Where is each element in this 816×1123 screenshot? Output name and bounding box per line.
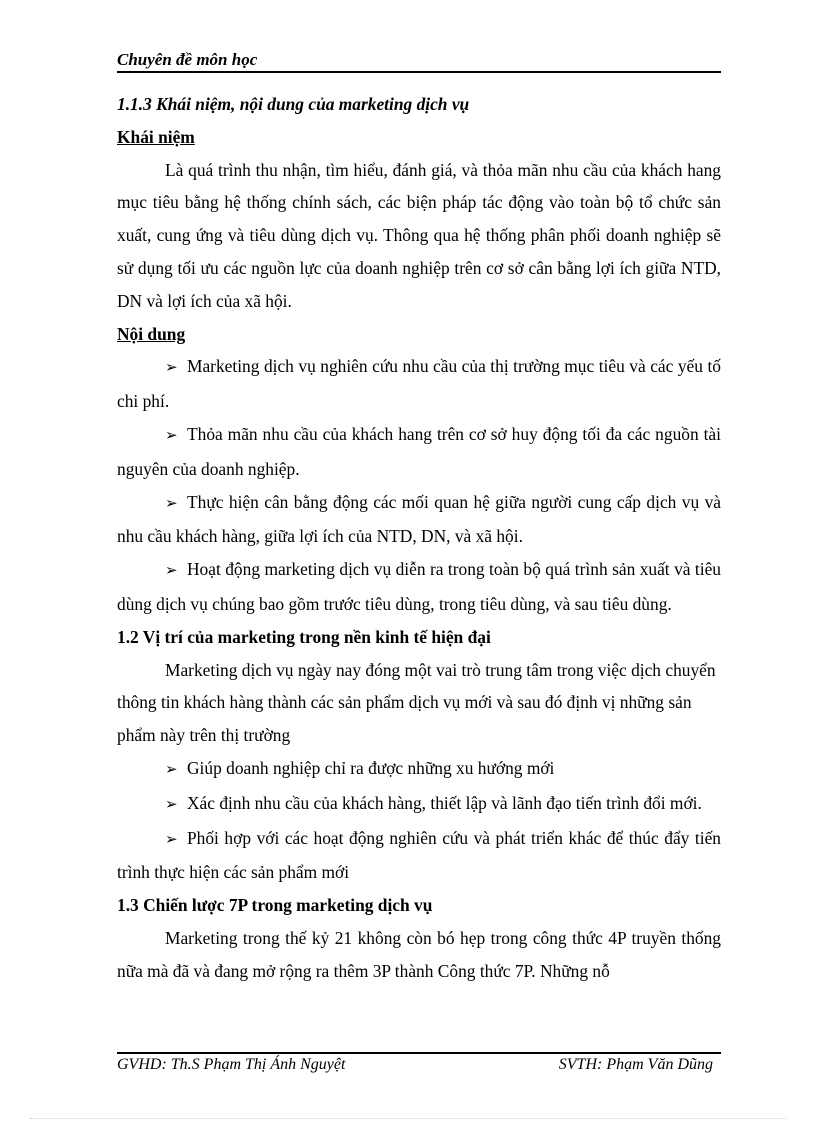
paragraph-section-1-2: Marketing dịch vụ ngày nay đóng một vai trò trung tâm trong việc dịch chuyển thông tin khách hàng thành các sản phẩm dịch vụ mới và sau đó định vị những sản phẩm này trên thị trường	[117, 659, 716, 746]
bullet-item	[117, 486, 721, 554]
footer-instructor: GVHD: Th.S Phạm Thị Ánh Nguyệt	[117, 1056, 346, 1073]
bullet-item	[117, 418, 721, 486]
bullet-item	[117, 350, 721, 418]
paragraph-khai-niem: Là quá trình thu nhận, tìm hiểu, đánh giá, và thỏa mãn nhu cầu của khách hang mục tiêu bằng hệ thống chính sách, các biện pháp tác động vào toàn bộ tổ chức sản xuất, cung ứng và tiêu dùng dịch vụ. Thông qua hệ thống phân phối doanh nghiệp sẽ sử dụng tối ưu các nguồn lực của doanh nghiệp trên cơ sở cân bằng lợi ích giữa NTD, DN và lợi ích của xã hội.	[117, 159, 721, 311]
arrow-bullet-icon: ➢	[165, 761, 178, 778]
footer-student: SVTH: Phạm Văn Dũng	[558, 1056, 713, 1073]
bullet-text: Xác định nhu cầu của khách hàng, thiết lập và lãnh đạo tiến trình đổi mới.	[187, 792, 702, 813]
bullet-text: Marketing dịch vụ nghiên cứu nhu cầu của thị trường mục tiêu và các yếu tố chi phí.	[117, 356, 721, 412]
bullet-item	[117, 553, 721, 621]
section-heading-1-1-3: 1.1.3 Khái niệm, nội dung của marketing dịch vụ	[117, 94, 470, 114]
bullet-item	[117, 752, 721, 787]
section-heading-1-2: 1.2 Vị trí của marketing trong nền kinh tế hiện đại	[117, 626, 491, 647]
arrow-bullet-icon: ➢	[165, 796, 178, 813]
page-bottom-dotted-line	[30, 1118, 786, 1119]
paragraph-section-1-3: Marketing trong thế kỷ 21 không còn bó hẹp trong công thức 4P truyền thống nữa mà đã và đang mở rộng ra thêm 3P thành Công thức 7P. Những nỗ	[117, 927, 721, 981]
bullet-text: Phối hợp với các hoạt động nghiên cứu và phát triển khác để thúc đẩy tiến trình thực hiện các sản phẩm mới	[117, 827, 721, 883]
arrow-bullet-icon: ➢	[165, 360, 178, 377]
bullet-item	[117, 822, 721, 890]
section-heading-1-3: 1.3 Chiến lược 7P trong marketing dịch vụ	[117, 895, 433, 916]
bullet-text: Thỏa mãn nhu cầu của khách hang trên cơ sở huy động tối đa các nguồn tài nguyên của doanh nghiệp.	[117, 423, 721, 479]
subheading-khai-niem: Khái niệm	[117, 126, 195, 147]
arrow-bullet-icon: ➢	[165, 563, 178, 580]
bullet-text: Giúp doanh nghiệp chỉ ra được những xu hướng mới	[187, 757, 555, 778]
bullet-text: Thực hiện cân bằng động các mối quan hệ giữa người cung cấp dịch vụ và nhu cầu khách hàng, giữa lợi ích của NTD, DN, và xã hội.	[117, 491, 721, 547]
arrow-bullet-icon: ➢	[165, 427, 178, 444]
bullet-item	[117, 787, 721, 822]
arrow-bullet-icon: ➢	[165, 495, 178, 512]
bullet-text: Hoạt động marketing dịch vụ diễn ra trong toàn bộ quá trình sản xuất và tiêu dùng dịch vụ chúng bao gồm trước tiêu dùng, trong tiêu dùng, và sau tiêu dùng.	[117, 559, 721, 614]
arrow-bullet-icon: ➢	[165, 831, 178, 848]
header-title: Chuyên đề môn học	[117, 50, 258, 69]
header-divider	[117, 71, 721, 73]
subheading-noi-dung: Nội dung	[117, 323, 186, 344]
document-body	[117, 88, 721, 988]
document-page	[117, 0, 721, 1123]
footer-divider	[117, 1052, 721, 1054]
